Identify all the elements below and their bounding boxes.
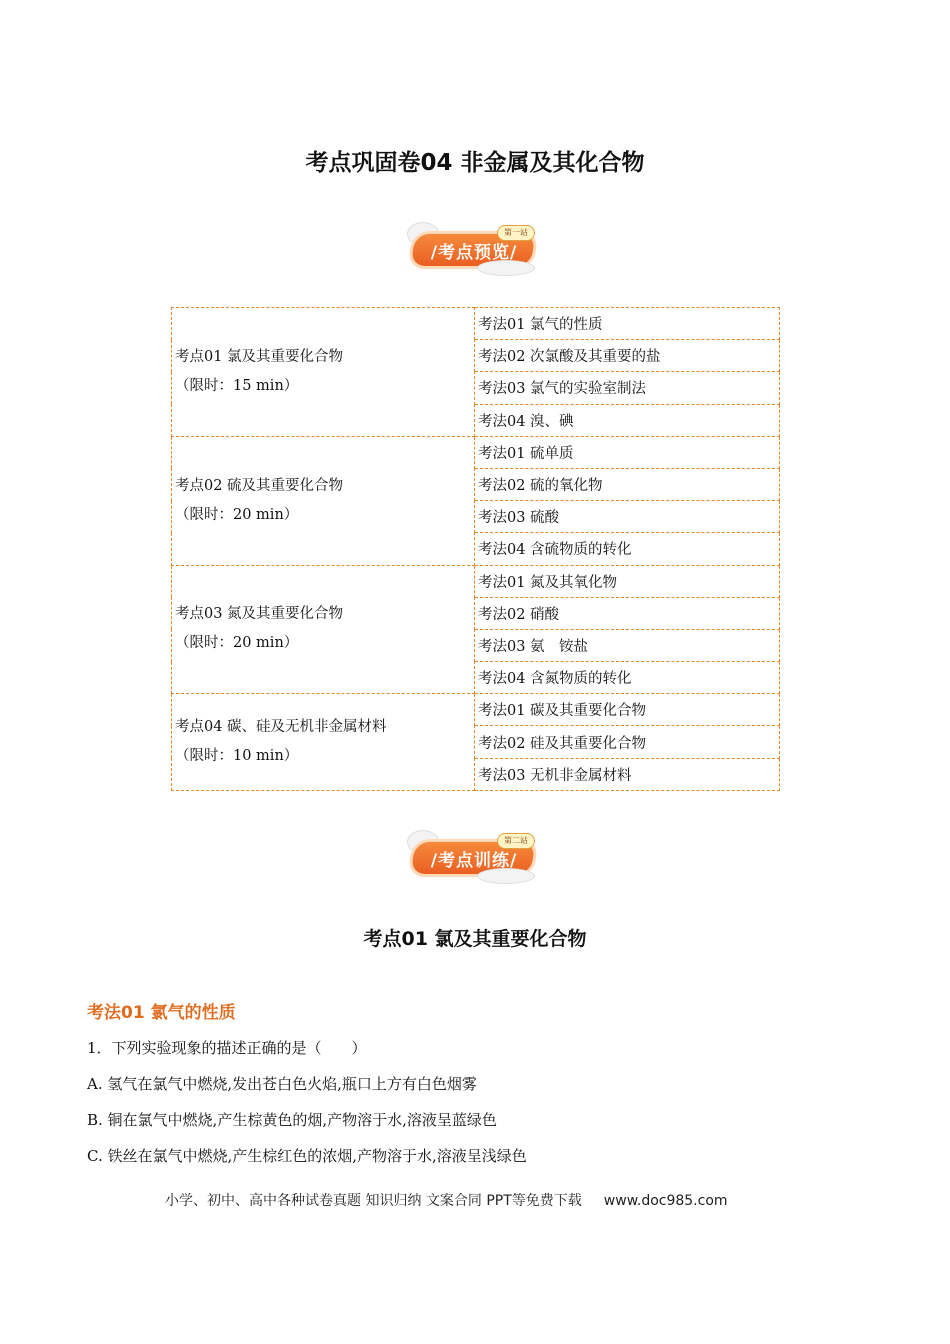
exam-method-cell: 考法03 氨 铵盐 bbox=[475, 629, 780, 661]
option-a: A. 氢气在氯气中燃烧,发出苍白色火焰,瓶口上方有白色烟雾 bbox=[87, 1075, 477, 1093]
exam-method-cell: 考法03 硫酸 bbox=[475, 501, 780, 533]
exam-method-cell: 考法01 氯气的性质 bbox=[475, 308, 780, 340]
exam-point-cell bbox=[172, 308, 475, 437]
preview-row bbox=[172, 308, 780, 340]
option-b: B. 铜在氯气中燃烧,产生棕黄色的烟,产物溶于水,溶液呈蓝绿色 bbox=[87, 1111, 497, 1129]
badge-label: /考点训练/ bbox=[430, 851, 518, 871]
exam-method-cell: 考法01 硫单质 bbox=[475, 436, 780, 468]
exam-point-cell bbox=[172, 436, 475, 565]
exam-method-cell: 考法04 含氮物质的转化 bbox=[475, 662, 780, 694]
exam-method-cell: 考法01 碳及其重要化合物 bbox=[475, 694, 780, 726]
time-limit-label: （限时：20 min） bbox=[175, 635, 299, 652]
badge-label: /考点预览/ bbox=[430, 243, 518, 263]
footer bbox=[165, 1190, 728, 1210]
exam-method-cell: 考法03 氯气的实验室制法 bbox=[475, 372, 780, 404]
preview-table bbox=[171, 307, 780, 791]
preview-row bbox=[172, 565, 780, 597]
exam-point-label: 考点04 碳、硅及无机非金属材料 bbox=[175, 719, 387, 736]
exam-method-cell: 考法02 硝酸 bbox=[475, 597, 780, 629]
time-limit-label: （限时：20 min） bbox=[175, 506, 299, 523]
page-title: 考点巩固卷04 非金属及其化合物 bbox=[305, 150, 645, 176]
time-limit-label: （限时：15 min） bbox=[175, 377, 299, 394]
time-limit-label: （限时：10 min） bbox=[175, 748, 299, 765]
exam-point-cell bbox=[172, 565, 475, 694]
exam-method-cell: 考法02 硅及其重要化合物 bbox=[475, 726, 780, 758]
exam-method-cell: 考法03 无机非金属材料 bbox=[475, 758, 780, 790]
training-badge bbox=[407, 830, 543, 882]
exam-point-label: 考点02 硫及其重要化合物 bbox=[175, 477, 344, 494]
question-text: 1．下列实验现象的描述正确的是（ ） bbox=[87, 1039, 367, 1057]
exam-point-label: 考点01 氯及其重要化合物 bbox=[175, 348, 344, 365]
exam-method-cell: 考法04 含硫物质的转化 bbox=[475, 533, 780, 565]
exam-point-cell bbox=[172, 694, 475, 791]
option-c: C. 铁丝在氯气中燃烧,产生棕红色的浓烟,产物溶于水,溶液呈浅绿色 bbox=[87, 1147, 527, 1165]
exam-method-cell: 考法04 溴、碘 bbox=[475, 404, 780, 436]
section-title: 考点01 氯及其重要化合物 bbox=[363, 928, 587, 950]
exam-method-cell: 考法02 硫的氧化物 bbox=[475, 468, 780, 500]
exam-point-label: 考点03 氮及其重要化合物 bbox=[175, 606, 344, 623]
footer-link[interactable]: www.doc985.com bbox=[603, 1193, 728, 1209]
exam-method-cell: 考法01 氮及其氧化物 bbox=[475, 565, 780, 597]
footer-text: 小学、初中、高中各种试卷真题 知识归纳 文案合同 PPT等免费下载 bbox=[165, 1193, 582, 1209]
badge-tag: 第一站 bbox=[497, 225, 535, 241]
preview-badge bbox=[407, 222, 543, 274]
exam-method-cell: 考法02 次氯酸及其重要的盐 bbox=[475, 340, 780, 372]
preview-row bbox=[172, 436, 780, 468]
badge-tag: 第二站 bbox=[497, 833, 535, 849]
preview-row bbox=[172, 694, 780, 726]
method-title: 考法01 氯气的性质 bbox=[87, 1003, 236, 1023]
